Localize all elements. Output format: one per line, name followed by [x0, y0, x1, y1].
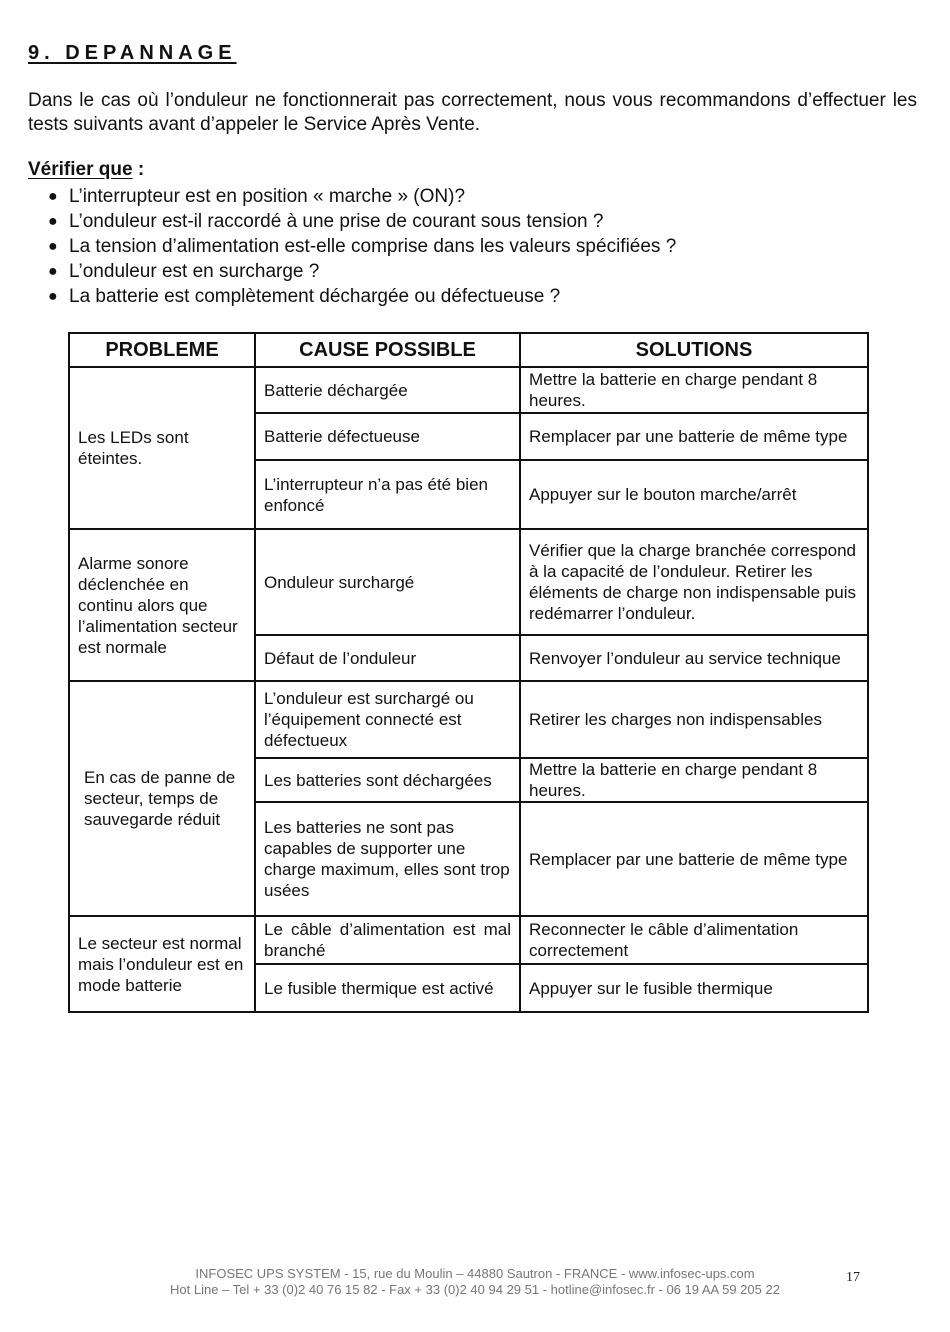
cause-cell: Le câble d’alimentation est mal branché: [255, 916, 520, 964]
table-row: [69, 916, 868, 964]
solution-cell: Reconnecter le câble d’alimentation correctement: [520, 916, 868, 964]
header-problem: PROBLEME: [69, 333, 255, 367]
problem-cell: Alarme sonore déclenchée en continu alors que l’alimentation secteur est normale: [69, 529, 255, 681]
footer-contacts: Hot Line – Tel + 33 (0)2 40 76 15 82 - Fax + 33 (0)2 40 94 29 51 - hotline@infosec.fr - 06 19 AA 59 205 22: [170, 1282, 780, 1297]
cause-cell: Les batteries ne sont pas capables de supporter une charge maximum, elles sont trop usées: [255, 802, 520, 916]
bullet-icon: ●: [48, 188, 58, 205]
checklist-item: [28, 284, 676, 309]
checklist-item-text: La tension d’alimentation est-elle comprise dans les valeurs spécifiées ?: [69, 236, 677, 257]
solution-cell: Appuyer sur le fusible thermique: [520, 964, 868, 1012]
table-row: [69, 529, 868, 635]
checklist-item: [28, 184, 676, 209]
verify-heading-colon: :: [132, 159, 145, 180]
page-number: 17: [846, 1270, 860, 1285]
intro-paragraph: Dans le cas où l’onduleur ne fonctionnerait pas correctement, nous vous recommandons d’effectuer les tests suivants avant d’appeler le Service Après Vente.: [28, 90, 917, 135]
solution-cell: Remplacer par une batterie de même type: [520, 802, 868, 916]
header-solutions: SOLUTIONS: [520, 333, 868, 367]
bullet-icon: ●: [48, 213, 58, 230]
bullet-icon: ●: [48, 288, 58, 305]
cause-cell: Le fusible thermique est activé: [255, 964, 520, 1012]
table-row: [69, 681, 868, 758]
checklist-item-text: L’onduleur est-il raccordé à une prise de courant sous tension ?: [69, 211, 604, 232]
verify-heading: [28, 159, 144, 181]
solution-cell: Mettre la batterie en charge pendant 8 heures.: [520, 367, 868, 413]
solution-cell: Vérifier que la charge branchée correspond à la capacité de l’onduleur. Retirer les éléments de charge non indispensable puis redémarrer l’onduleur.: [520, 529, 868, 635]
troubleshooting-table: [68, 332, 869, 1013]
table-row: [69, 367, 868, 413]
solution-cell: Mettre la batterie en charge pendant 8 heures.: [520, 758, 868, 802]
verify-checklist: [28, 184, 676, 309]
checklist-item-text: La batterie est complètement déchargée ou défectueuse ?: [69, 286, 561, 307]
footer-address: INFOSEC UPS SYSTEM - 15, rue du Moulin – 44880 Sautron - FRANCE - www.infosec-ups.com: [195, 1266, 755, 1281]
problem-cell: En cas de panne de secteur, temps de sauvegarde réduit: [69, 681, 255, 916]
problem-cell: Les LEDs sont éteintes.: [69, 367, 255, 529]
checklist-item: [28, 209, 676, 234]
checklist-item-text: L’onduleur est en surcharge ?: [69, 261, 320, 282]
cause-cell: Onduleur surchargé: [255, 529, 520, 635]
checklist-item: [28, 234, 676, 259]
page-footer: [0, 1266, 950, 1298]
cause-cell: Défaut de l’onduleur: [255, 635, 520, 681]
cause-cell: Batterie défectueuse: [255, 413, 520, 460]
cause-cell: L’onduleur est surchargé ou l’équipement connecté est défectueux: [255, 681, 520, 758]
checklist-item: [28, 259, 676, 284]
header-cause: CAUSE POSSIBLE: [255, 333, 520, 367]
solution-cell: Renvoyer l’onduleur au service technique: [520, 635, 868, 681]
cause-cell: L’interrupteur n’a pas été bien enfoncé: [255, 460, 520, 529]
cause-cell: Les batteries sont déchargées: [255, 758, 520, 802]
table-header-row: [69, 333, 868, 367]
section-title: 9. DEPANNAGE: [28, 42, 237, 64]
checklist-item-text: L’interrupteur est en position « marche » (ON)?: [69, 186, 466, 207]
bullet-icon: ●: [48, 238, 58, 255]
bullet-icon: ●: [48, 263, 58, 280]
solution-cell: Retirer les charges non indispensables: [520, 681, 868, 758]
verify-heading-label: Vérifier que: [28, 159, 133, 180]
solution-cell: Remplacer par une batterie de même type: [520, 413, 868, 460]
problem-cell: Le secteur est normal mais l’onduleur est en mode batterie: [69, 916, 255, 1012]
solution-cell: Appuyer sur le bouton marche/arrêt: [520, 460, 868, 529]
cause-cell: Batterie déchargée: [255, 367, 520, 413]
